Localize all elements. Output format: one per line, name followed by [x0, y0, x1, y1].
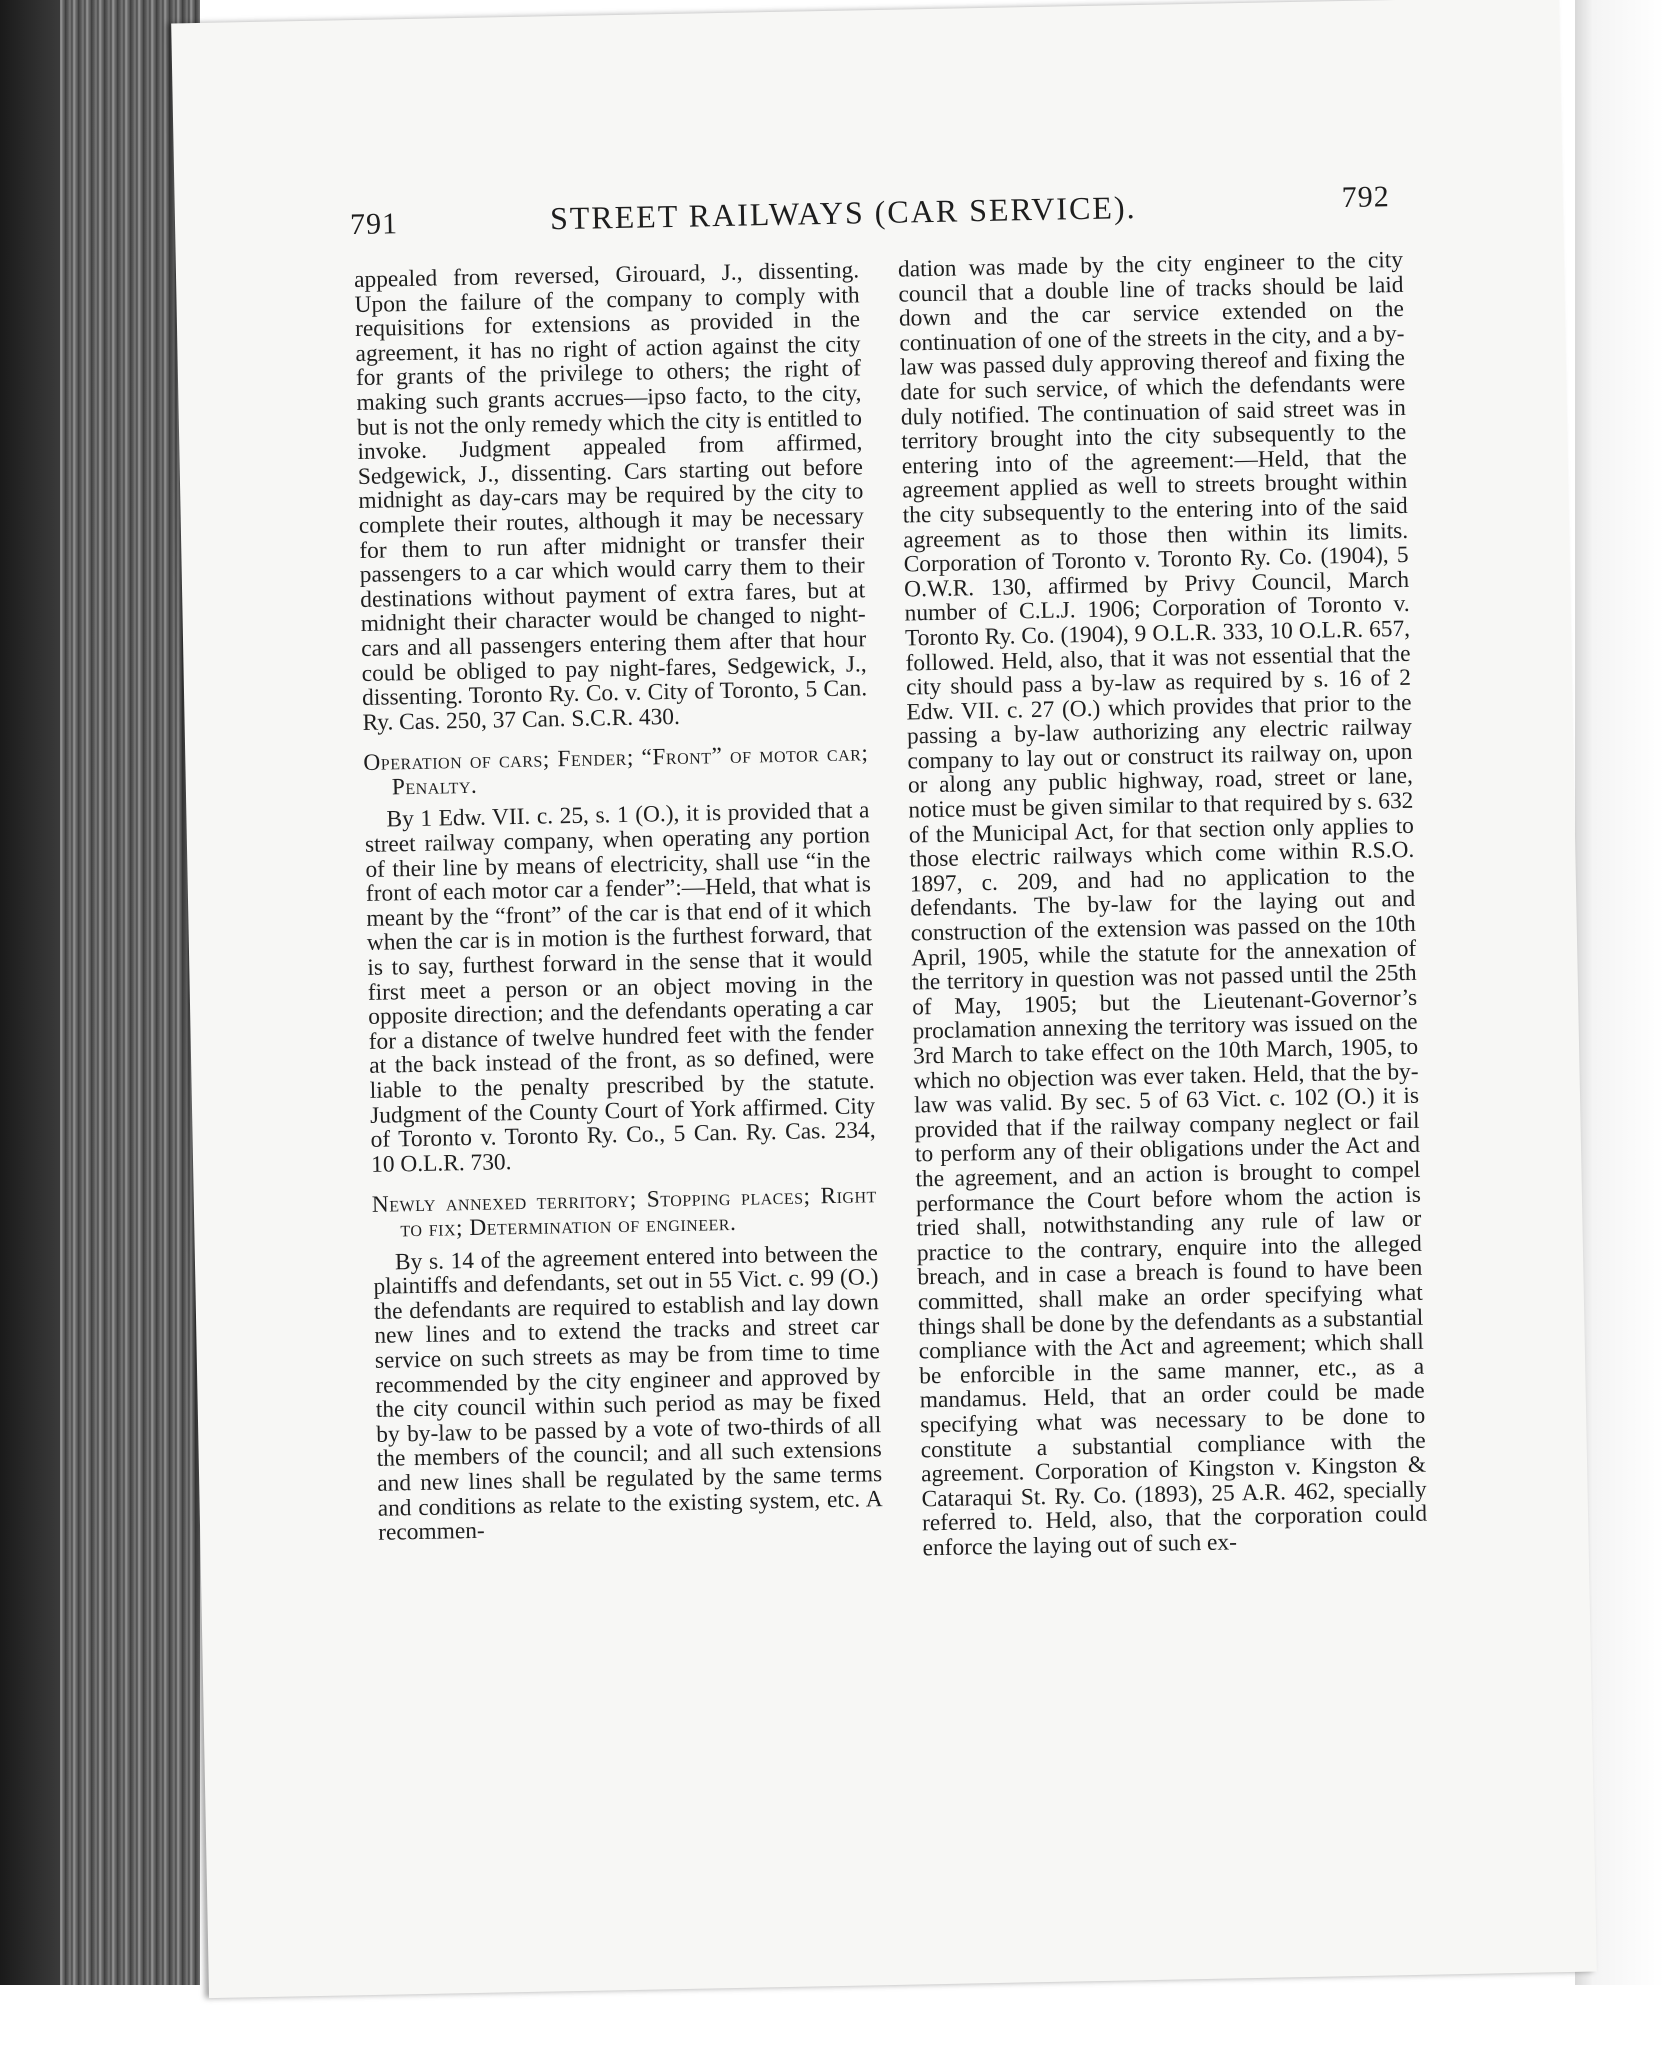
left-paragraph-3: By s. 14 of the agreement entered into between the plaintiffs and defendants, set out in 55 Vict. c. 99 (O.) the defendants are required to establish and lay down new lines and to extend the tracks and street car service on such streets as may be from time to time recommended by the city engineer and approved by the city council within such period as may be fixed by by-law to be passed by a vote of two-thirds of all the members of the council; and all such extensions and new lines shall be regulated by the same terms and conditions as relate to the existing system, etc. A recommen-: [373, 1239, 883, 1546]
left-paragraph-2: By 1 Edw. VII. c. 25, s. 1 (O.), it is provided that a street railway company, when operating any portion of their line by means of electricity, shall use “in the front of each motor car a fender”:—Held, that what is meant by the “front” of the car is that end of it which when the car is in motion is the furthest forward, that is to say, furthest forward in the sense that it would first meet a person or an object moving in the opposite direction; and the defendants operating a car for a distance of twelve hundred feet with the fender at the back instead of the front, as so defined, were liable to the penalty prescribed by the statute. Judgment of the County Court of York affirmed. City of Toronto v. Toronto Ry. Co., 5 Can. Ry. Cas. 234, 10 O.L.R. 730.: [364, 797, 876, 1178]
left-page-number: 791: [349, 207, 399, 242]
book-spine-shadow: [0, 0, 60, 2048]
left-column: [354, 258, 883, 1545]
right-paragraph-1: dation was made by the city engineer to the city council that a double line of tracks should be laid down and the car service extended on the continuation of one of the streets in the city, and a by-law was passed duly approving thereof and fixing the date for such service, of which the defendants were duly notified. The continuation of said street was in territory brought into the city subsequently to the entering into of the agreement:—Held, that the agreement applied as well to streets brought within the city subsequently to the entering into of the said agreement as to those then within its limits. Corporation of Toronto v. Toronto Ry. Co. (1904), 5 O.W.R. 130, affirmed by Privy Council, March number of C.L.J. 1906; Corporation of Toronto v. Toronto Ry. Co. (1904), 9 O.L.R. 333, 10 O.L.R. 657, followed. Held, also, that it was not essential that the city should pass a by-law as required by s. 16 of 2 Edw. VII. c. 27 (O.) which provides that prior to the passing a by-law authorizing any electric railway company to lay out or construct its railway on, upon or along any public highway, road, street or lane, notice must be given similar to that required by s. 632 of the Municipal Act, for that section only applies to those electric railways which come within R.S.O. 1897, c. 209, and had no application to the defendants. The by-law for the laying out and construction of the extension was passed on the 10th April, 1905, while the statute for the annexation of the territory in question was not passed until the 25th of May, 1905; but the Lieutenant-Governor’s proclamation annexing the territory was issued on the 3rd March to take effect on the 10th March, 1905, to which no objection was ever taken. Held, that the by-law was valid. By sec. 5 of 63 Vict. c. 102 (O.) it is provided that if the railway company neglect or fail to perform any of their obligations under the Act and the agreement, and an action is brought to compel performance the Court before whom the action is tried shall, notwithstanding any rule of law or practice to the contrary, enquire into the alleged breach, and in case a breach is found to have been committed, shall make an order specifying what things shall be done by the defendants as a substantial compliance with the Act and agreement; which shall be enforcible in the same manner, etc., as a mandamus. Held, that an order could be made specifying what was necessary to be done to constitute a substantial compliance with the agreement. Corporation of Kingston v. Kingston & Cataraqui St. Ry. Co. (1893), 25 A.R. 462, specially referred to. Held, also, that the corporation could enforce the laying out of such ex-: [897, 246, 1428, 1562]
right-column: [898, 248, 1428, 1561]
left-paragraph-1: appealed from reversed, Girouard, J., dissenting. Upon the failure of the company to comply with requisitions for extensions as provided in the agreement, it has no right of action against the city for grants of the privilege to others; the right of making such grants accrues—ipso facto, to the city, but is not the only remedy which the city is entitled to invoke. Judgment appealed from affirmed, Sedgewick, J., dissenting. Cars starting out before midnight as day-cars may be required by the city to complete their routes, although it may be necessary for them to run after midnight or transfer their passengers to a car which would carry them to their destinations without payment of extra fares, but at midnight their character would be changed to night-cars and all passengers entering them after that hour could be obliged to pay night-fares, Sedgewick, J., dissenting. Toronto Ry. Co. v. City of Toronto, 5 Can. Ry. Cas. 250, 37 Can. S.C.R. 430.: [353, 257, 868, 736]
section-heading-newly-annexed-territory: Newly annexed territory; Stopping places; Right to fix; Determination of engineer.: [371, 1182, 878, 1243]
running-head: STREET RAILWAYS (CAR SERVICE).: [549, 189, 1137, 237]
section-heading-operation-of-cars: Operation of cars; Fender; “Front” of motor car; Penalty.: [363, 740, 869, 801]
page-header: [350, 180, 1391, 244]
right-page-number: 792: [1341, 180, 1391, 215]
book-page: [171, 0, 1597, 1998]
